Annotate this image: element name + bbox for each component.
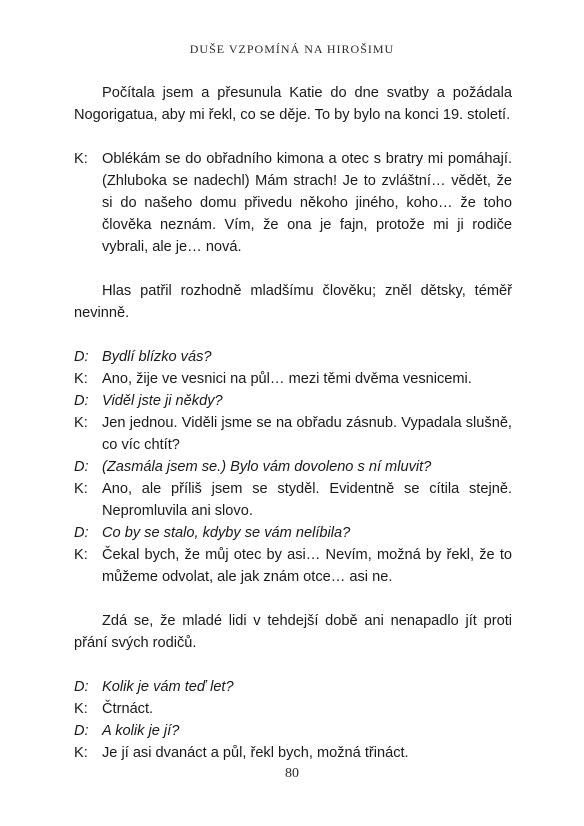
dialogue-line bbox=[74, 522, 512, 544]
dialogue-line bbox=[74, 148, 512, 258]
dialogue-text: Jen jednou. Viděli jsme se na obřadu zásnub. Vypadala slušně, co víc chtít? bbox=[102, 415, 512, 453]
page-body bbox=[74, 82, 512, 764]
dialogue-line bbox=[74, 478, 512, 522]
speaker-label: D: bbox=[74, 393, 89, 409]
dialogue-line bbox=[74, 412, 512, 456]
dialogue-line bbox=[74, 698, 512, 720]
running-head: DUŠE VZPOMÍNÁ NA HIROŠIMU bbox=[189, 42, 395, 56]
speaker-label: K: bbox=[74, 481, 88, 497]
dialogue-text: (Zasmála jsem se.) Bylo vám dovoleno s ní mluvit? bbox=[102, 459, 432, 475]
speaker-label: K: bbox=[74, 415, 88, 431]
speaker-label: K: bbox=[74, 371, 88, 387]
dialogue-text: Oblékám se do obřadního kimona a otec s bratry mi pomáhají. (Zhluboka se nadechl) Mám strach! Je to zvláštní… vědět, že si do našeho domu přivedu někoho jiného, koho… že toho člověka neznám. Vím, že ona je fajn, protože mi ji rodiče vybrali, ale je… nová. bbox=[102, 151, 512, 255]
dialogue-text: Je jí asi dvanáct a půl, řekl bych, možná třináct. bbox=[102, 745, 409, 761]
dialogue-line bbox=[74, 456, 512, 478]
dialogue-block-2 bbox=[74, 676, 512, 764]
speaker-label: D: bbox=[74, 525, 89, 541]
dialogue-line bbox=[74, 676, 512, 698]
dialogue-text: Bydlí blízko vás? bbox=[102, 349, 212, 365]
speaker-label: D: bbox=[74, 679, 89, 695]
dialogue-text: Čtrnáct. bbox=[102, 701, 154, 717]
speaker-label: D: bbox=[74, 459, 89, 475]
speaker-label: K: bbox=[74, 701, 88, 717]
dialogue-text: Ano, ale příliš jsem se styděl. Evidentně se cítila stejně. Nepromluvila ani slovo. bbox=[102, 481, 512, 519]
dialogue-text: Kolik je vám teď let? bbox=[102, 679, 234, 695]
page-number: 80 bbox=[285, 766, 299, 781]
dialogue-line bbox=[74, 390, 512, 412]
speaker-label: D: bbox=[74, 723, 89, 739]
paragraph-intro: Počítala jsem a přesunula Katie do dne svatby a požádala Nogorigatua, aby mi řekl, co se děje. To by bylo na konci 19. století. bbox=[74, 85, 512, 123]
dialogue-text: Ano, žije ve vesnici na půl… mezi těmi dvěma vesnicemi. bbox=[102, 371, 472, 387]
speaker-label: K: bbox=[74, 547, 88, 563]
paragraph-context: Zdá se, že mladé lidi v tehdejší době ani nenapadlo jít proti přání svých rodičů. bbox=[74, 613, 512, 651]
dialogue-line bbox=[74, 742, 512, 764]
dialogue-line bbox=[74, 368, 512, 390]
dialogue-text: Viděl jste ji někdy? bbox=[102, 393, 223, 409]
dialogue-text: Čekal bych, že můj otec by asi… Nevím, možná by řekl, že to můžeme odvolat, ale jak znám otce… asi ne. bbox=[102, 547, 512, 585]
speaker-label: D: bbox=[74, 349, 89, 365]
dialogue-text: Co by se stalo, kdyby se vám nelíbila? bbox=[102, 525, 351, 541]
dialogue-line bbox=[74, 544, 512, 588]
paragraph-voice: Hlas patřil rozhodně mladšímu člověku; zněl dětsky, téměř nevinně. bbox=[74, 283, 512, 321]
dialogue-block-1 bbox=[74, 346, 512, 588]
speaker-label: K: bbox=[74, 745, 88, 761]
dialogue-text: A kolik je jí? bbox=[102, 723, 180, 739]
speaker-label: K: bbox=[74, 151, 88, 167]
dialogue-block-k bbox=[74, 148, 512, 258]
dialogue-line bbox=[74, 720, 512, 742]
dialogue-line bbox=[74, 346, 512, 368]
